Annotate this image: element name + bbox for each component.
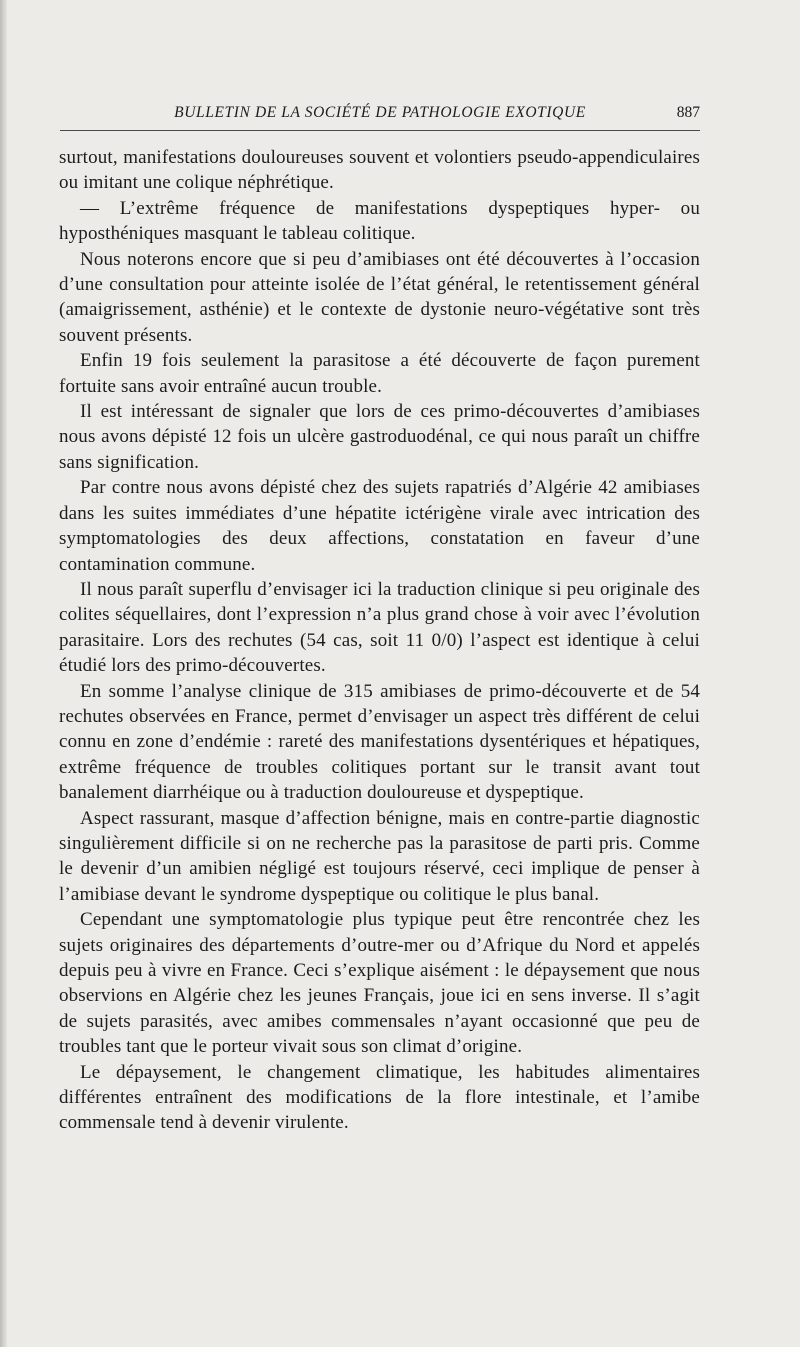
page-number: 887 [676, 104, 700, 121]
running-title: BULLETIN DE LA SOCIÉTÉ DE PATHOLOGIE EXOTIQUE [174, 104, 586, 121]
page-binding-edge [0, 0, 7, 1347]
paragraph: Aspect rassurant, masque d’affection bénigne, mais en contre-partie diagnostic singulièrement difficile si on ne recherche pas la parasitose de parti pris. Comme le devenir d’un amibien négligé est toujours réservé, ceci implique de penser à l’amibiase devant le syndrome dyspeptique ou colitique le plus banal. [59, 807, 700, 905]
paragraph: Enfin 19 fois seulement la parasitose a été découverte de façon purement fortuite sans avoir entraîné aucun trouble. [59, 350, 700, 397]
paragraph: surtout, manifestations douloureuses souvent et volontiers pseudo-appendiculaires ou imitant une colique néphrétique. [59, 147, 700, 194]
page-header [60, 100, 700, 130]
paragraph: Il nous paraît superflu d’envisager ici la traduction clinique si peu originale des colites séquellaires, dont l’expression n’a plus grand chose à voir avec l’évolution parasitaire. Lors des rechutes (54 cas, soit 11 0/0) l’aspect est identique à celui étudié lors des primo-découvertes. [59, 578, 700, 677]
paragraph: Nous noterons encore que si peu d’amibiases ont été découvertes à l’occasion d’une consultation pour atteinte isolée de l’état général, le retentissement général (amaigrissement, asthénie) et le contexte de dystonie neuro-végétative sont très souvent présents. [59, 248, 700, 346]
paragraph: Il est intéressant de signaler que lors de ces primo-découvertes d’amibiases nous avons dépisté 12 fois un ulcère gastroduodénal, ce qui nous paraît un chiffre sans signification. [59, 401, 700, 473]
paragraph: Par contre nous avons dépisté chez des sujets rapatriés d’Algérie 42 amibiases dans les suites immédiates d’une hépatite ictérigène virale avec intrication des symptomatologies des deux affections, constatation en faveur d’une contamination commune. [59, 477, 700, 575]
header-rule [60, 130, 700, 131]
body-text [59, 145, 700, 1136]
paragraph: Cependant une symptomatologie plus typique peut être rencontrée chez les sujets originaires des départements d’outre-mer ou d’Afrique du Nord et appelés depuis peu à vivre en France. Ceci s’explique aisément : le dépaysement que nous observions en Algérie chez les jeunes Français, joue ici en sens inverse. Il s’agit de sujets parasités, avec amibes commensales n’ayant occasionné que peu de troubles tant que le porteur vivait sous son climat d’origine. [59, 909, 700, 1058]
paragraph: Le dépaysement, le changement climatique, les habitudes alimentaires différentes entraînent des modifications de la flore intestinale, et l’amibe commensale tend à devenir virulente. [59, 1061, 700, 1134]
paragraph: — L’extrême fréquence de manifestations dyspeptiques hyper- ou hyposthéniques masquant le tableau colitique. [59, 197, 700, 245]
paragraph: En somme l’analyse clinique de 315 amibiases de primo-découverte et de 54 rechutes observées en France, permet d’envisager un aspect très différent de celui connu en zone d’endémie : rareté des manifestations dysentériques et hépatiques, extrême fréquence de troubles colitiques portant sur le transit avant tout banalement diarrhéique ou à traduction douloureuse et dyspeptique. [59, 680, 700, 804]
